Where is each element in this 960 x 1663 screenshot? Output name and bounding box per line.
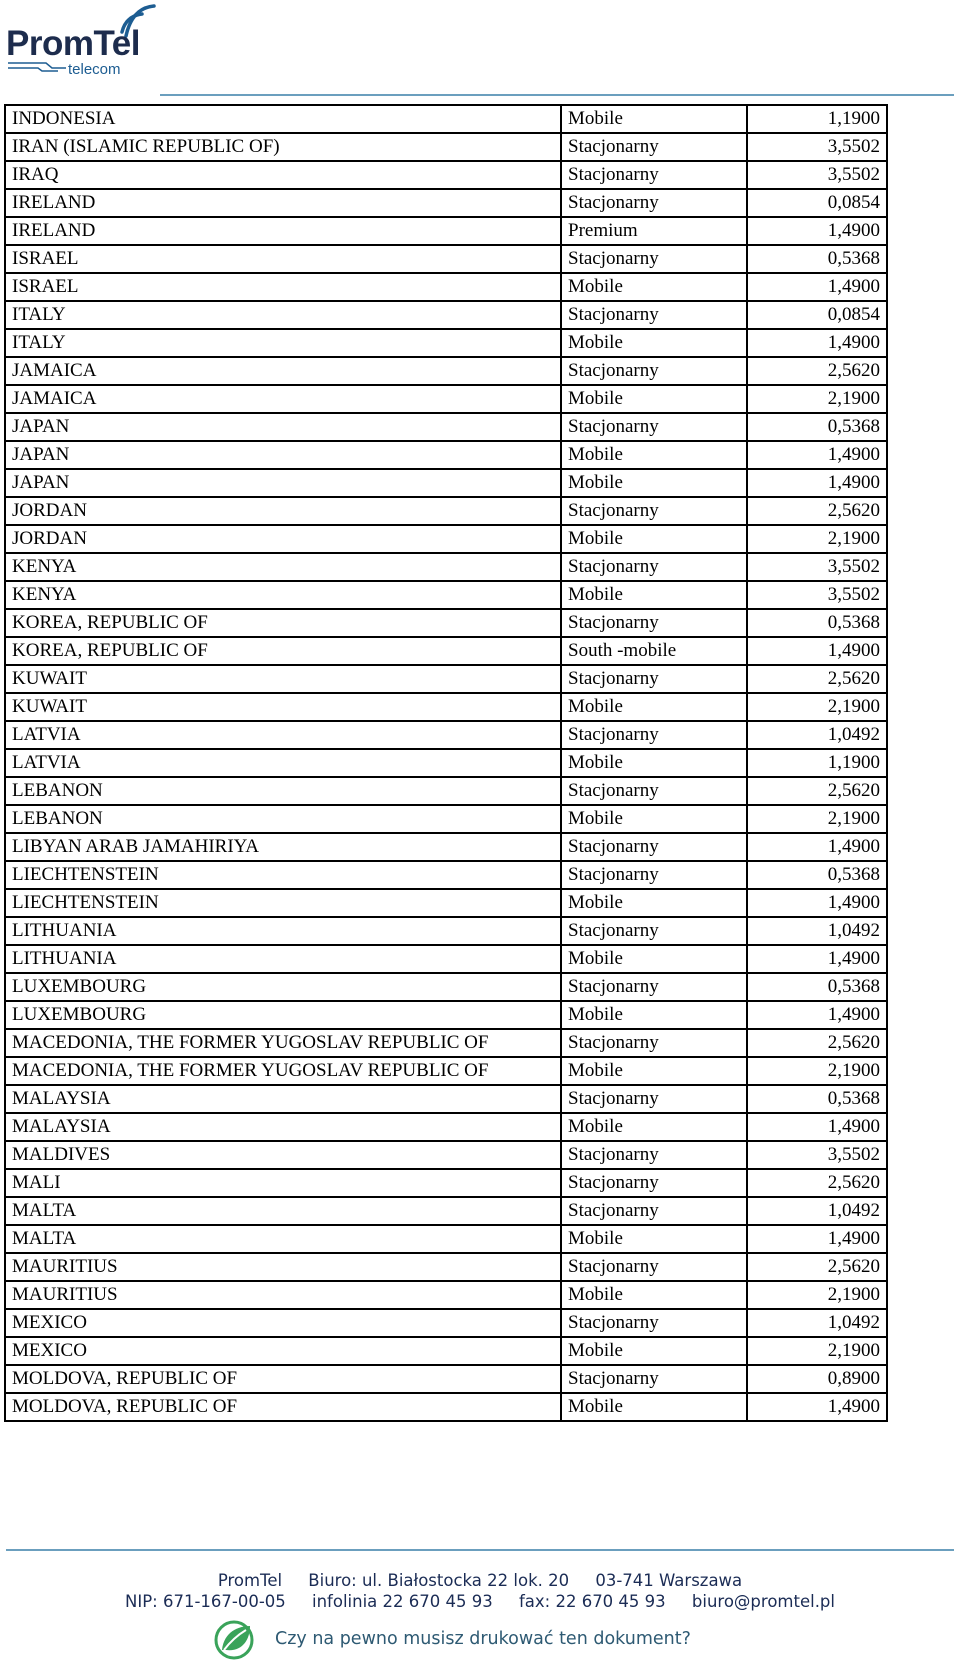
rate-cell: 1,4900 bbox=[747, 889, 887, 917]
rate-cell: 1,4900 bbox=[747, 469, 887, 497]
rate-cell: 2,1900 bbox=[747, 525, 887, 553]
type-cell: Stacjonarny bbox=[561, 553, 747, 581]
rate-cell: 2,5620 bbox=[747, 497, 887, 525]
table-row bbox=[5, 385, 887, 413]
rate-cell: 1,4900 bbox=[747, 329, 887, 357]
rate-cell: 1,4900 bbox=[747, 1001, 887, 1029]
eco-notice: Czy na pewno musisz drukować ten dokument? bbox=[275, 1629, 691, 1649]
country-cell: MALI bbox=[5, 1169, 561, 1197]
rate-cell: 0,5368 bbox=[747, 973, 887, 1001]
table-row bbox=[5, 413, 887, 441]
logo-wordmark: PromTel bbox=[6, 24, 140, 63]
table-row bbox=[5, 217, 887, 245]
table-row bbox=[5, 1365, 887, 1393]
type-cell: Stacjonarny bbox=[561, 1365, 747, 1393]
type-cell: Mobile bbox=[561, 1113, 747, 1141]
table-row bbox=[5, 1057, 887, 1085]
rate-cell: 3,5502 bbox=[747, 553, 887, 581]
rate-cell: 1,4900 bbox=[747, 945, 887, 973]
footer-address: PromTel Biuro: ul. Białostocka 22 lok. 20 03-741 Warszawa bbox=[217, 1571, 743, 1590]
type-cell: Stacjonarny bbox=[561, 413, 747, 441]
country-cell: LITHUANIA bbox=[5, 945, 561, 973]
table-row bbox=[5, 329, 887, 357]
table-row bbox=[5, 273, 887, 301]
type-cell: Mobile bbox=[561, 693, 747, 721]
country-cell: KOREA, REPUBLIC OF bbox=[5, 609, 561, 637]
table-row bbox=[5, 777, 887, 805]
rate-cell: 1,0492 bbox=[747, 721, 887, 749]
country-cell: JORDAN bbox=[5, 497, 561, 525]
rate-cell: 2,1900 bbox=[747, 385, 887, 413]
type-cell: Mobile bbox=[561, 1225, 747, 1253]
table-row bbox=[5, 1225, 887, 1253]
table-row bbox=[5, 833, 887, 861]
table-row bbox=[5, 861, 887, 889]
rate-cell: 2,5620 bbox=[747, 1169, 887, 1197]
table-row bbox=[5, 469, 887, 497]
rate-cell: 2,1900 bbox=[747, 1057, 887, 1085]
type-cell: Mobile bbox=[561, 749, 747, 777]
type-cell: Mobile bbox=[561, 273, 747, 301]
type-cell: Mobile bbox=[561, 1001, 747, 1029]
table-row bbox=[5, 609, 887, 637]
table-row bbox=[5, 945, 887, 973]
rate-cell: 1,4900 bbox=[747, 1393, 887, 1421]
rate-cell: 3,5502 bbox=[747, 133, 887, 161]
header-divider bbox=[160, 94, 954, 96]
country-cell: LITHUANIA bbox=[5, 917, 561, 945]
table-row bbox=[5, 497, 887, 525]
country-cell: KENYA bbox=[5, 553, 561, 581]
rate-cell: 0,0854 bbox=[747, 301, 887, 329]
table-row bbox=[5, 105, 887, 133]
rate-cell: 0,5368 bbox=[747, 861, 887, 889]
table-row bbox=[5, 189, 887, 217]
country-cell: MALTA bbox=[5, 1197, 561, 1225]
rate-cell: 0,5368 bbox=[747, 1085, 887, 1113]
table-row bbox=[5, 1197, 887, 1225]
type-cell: Stacjonarny bbox=[561, 833, 747, 861]
table-row bbox=[5, 805, 887, 833]
rate-table bbox=[4, 104, 888, 1422]
country-cell: MEXICO bbox=[5, 1337, 561, 1365]
type-cell: Mobile bbox=[561, 1057, 747, 1085]
rate-cell: 1,4900 bbox=[747, 833, 887, 861]
type-cell: Mobile bbox=[561, 581, 747, 609]
type-cell: Mobile bbox=[561, 945, 747, 973]
type-cell: Stacjonarny bbox=[561, 1197, 747, 1225]
table-row bbox=[5, 637, 887, 665]
country-cell: MACEDONIA, THE FORMER YUGOSLAV REPUBLIC OF bbox=[5, 1029, 561, 1057]
table-row bbox=[5, 721, 887, 749]
country-cell: MAURITIUS bbox=[5, 1281, 561, 1309]
type-cell: Stacjonarny bbox=[561, 245, 747, 273]
table-row bbox=[5, 1029, 887, 1057]
country-cell: LIBYAN ARAB JAMAHIRIYA bbox=[5, 833, 561, 861]
table-row bbox=[5, 1141, 887, 1169]
rate-cell: 2,5620 bbox=[747, 1253, 887, 1281]
table-row bbox=[5, 301, 887, 329]
country-cell: INDONESIA bbox=[5, 105, 561, 133]
type-cell: Stacjonarny bbox=[561, 721, 747, 749]
rate-cell: 2,5620 bbox=[747, 665, 887, 693]
type-cell: Mobile bbox=[561, 1337, 747, 1365]
country-cell: MEXICO bbox=[5, 1309, 561, 1337]
table-row bbox=[5, 665, 887, 693]
rate-cell: 1,1900 bbox=[747, 749, 887, 777]
type-cell: Stacjonarny bbox=[561, 609, 747, 637]
leaf-eco-icon bbox=[212, 1618, 258, 1660]
type-cell: Stacjonarny bbox=[561, 777, 747, 805]
country-cell: JAPAN bbox=[5, 441, 561, 469]
country-cell: MALAYSIA bbox=[5, 1085, 561, 1113]
table-row bbox=[5, 1253, 887, 1281]
rate-cell: 1,4900 bbox=[747, 1113, 887, 1141]
type-cell: Stacjonarny bbox=[561, 1309, 747, 1337]
rate-cell: 1,0492 bbox=[747, 917, 887, 945]
rate-cell: 0,8900 bbox=[747, 1365, 887, 1393]
type-cell: Stacjonarny bbox=[561, 973, 747, 1001]
rate-cell: 3,5502 bbox=[747, 161, 887, 189]
footer-divider bbox=[6, 1549, 954, 1551]
country-cell: MOLDOVA, REPUBLIC OF bbox=[5, 1393, 561, 1421]
type-cell: Stacjonarny bbox=[561, 1253, 747, 1281]
type-cell: Stacjonarny bbox=[561, 1169, 747, 1197]
rate-cell: 1,4900 bbox=[747, 217, 887, 245]
type-cell: Stacjonarny bbox=[561, 665, 747, 693]
country-cell: MAURITIUS bbox=[5, 1253, 561, 1281]
table-row bbox=[5, 889, 887, 917]
type-cell: Stacjonarny bbox=[561, 1085, 747, 1113]
rate-cell: 1,4900 bbox=[747, 441, 887, 469]
country-cell: KUWAIT bbox=[5, 665, 561, 693]
type-cell: Stacjonarny bbox=[561, 1029, 747, 1057]
rate-cell: 0,5368 bbox=[747, 413, 887, 441]
rate-cell: 2,1900 bbox=[747, 1337, 887, 1365]
rate-cell: 2,5620 bbox=[747, 777, 887, 805]
table-row bbox=[5, 1393, 887, 1421]
type-cell: Premium bbox=[561, 217, 747, 245]
circuit-lines-icon bbox=[8, 60, 68, 72]
type-cell: Stacjonarny bbox=[561, 357, 747, 385]
type-cell: Stacjonarny bbox=[561, 189, 747, 217]
rate-cell: 2,1900 bbox=[747, 805, 887, 833]
type-cell: Stacjonarny bbox=[561, 497, 747, 525]
rate-cell: 1,4900 bbox=[747, 1225, 887, 1253]
country-cell: MOLDOVA, REPUBLIC OF bbox=[5, 1365, 561, 1393]
rate-cell: 3,5502 bbox=[747, 581, 887, 609]
table-row bbox=[5, 441, 887, 469]
type-cell: South -mobile bbox=[561, 637, 747, 665]
country-cell: MALTA bbox=[5, 1225, 561, 1253]
rate-cell: 1,4900 bbox=[747, 637, 887, 665]
country-cell: LATVIA bbox=[5, 721, 561, 749]
country-cell: KOREA, REPUBLIC OF bbox=[5, 637, 561, 665]
table-row bbox=[5, 245, 887, 273]
country-cell: JAMAICA bbox=[5, 385, 561, 413]
country-cell: JAPAN bbox=[5, 413, 561, 441]
country-cell: LEBANON bbox=[5, 805, 561, 833]
table-row bbox=[5, 917, 887, 945]
country-cell: IRAN (ISLAMIC REPUBLIC OF) bbox=[5, 133, 561, 161]
promtel-logo bbox=[6, 2, 156, 80]
rate-cell: 2,5620 bbox=[747, 1029, 887, 1057]
table-row bbox=[5, 693, 887, 721]
logo-subtitle: telecom bbox=[68, 61, 121, 78]
type-cell: Mobile bbox=[561, 805, 747, 833]
table-row bbox=[5, 973, 887, 1001]
type-cell: Stacjonarny bbox=[561, 133, 747, 161]
rate-cell: 1,0492 bbox=[747, 1309, 887, 1337]
table-row bbox=[5, 1085, 887, 1113]
type-cell: Mobile bbox=[561, 105, 747, 133]
country-cell: IRELAND bbox=[5, 217, 561, 245]
table-row bbox=[5, 161, 887, 189]
country-cell: JORDAN bbox=[5, 525, 561, 553]
table-row bbox=[5, 1113, 887, 1141]
country-cell: LIECHTENSTEIN bbox=[5, 889, 561, 917]
table-row bbox=[5, 1337, 887, 1365]
type-cell: Mobile bbox=[561, 1281, 747, 1309]
rate-table-body bbox=[5, 105, 887, 1421]
table-row bbox=[5, 1309, 887, 1337]
country-cell: LUXEMBOURG bbox=[5, 973, 561, 1001]
country-cell: ISRAEL bbox=[5, 245, 561, 273]
table-row bbox=[5, 133, 887, 161]
type-cell: Stacjonarny bbox=[561, 1141, 747, 1169]
table-row bbox=[5, 1281, 887, 1309]
rate-cell: 2,5620 bbox=[747, 357, 887, 385]
country-cell: ISRAEL bbox=[5, 273, 561, 301]
country-cell: LIECHTENSTEIN bbox=[5, 861, 561, 889]
country-cell: ITALY bbox=[5, 301, 561, 329]
country-cell: ITALY bbox=[5, 329, 561, 357]
country-cell: LUXEMBOURG bbox=[5, 1001, 561, 1029]
table-row bbox=[5, 1001, 887, 1029]
country-cell: LATVIA bbox=[5, 749, 561, 777]
type-cell: Stacjonarny bbox=[561, 861, 747, 889]
type-cell: Mobile bbox=[561, 441, 747, 469]
rate-cell: 2,1900 bbox=[747, 1281, 887, 1309]
country-cell: KUWAIT bbox=[5, 693, 561, 721]
country-cell: MALAYSIA bbox=[5, 1113, 561, 1141]
country-cell: JAPAN bbox=[5, 469, 561, 497]
rate-cell: 0,5368 bbox=[747, 609, 887, 637]
table-row bbox=[5, 357, 887, 385]
table-row bbox=[5, 553, 887, 581]
type-cell: Mobile bbox=[561, 469, 747, 497]
type-cell: Mobile bbox=[561, 889, 747, 917]
table-row bbox=[5, 525, 887, 553]
rate-cell: 1,4900 bbox=[747, 273, 887, 301]
country-cell: IRAQ bbox=[5, 161, 561, 189]
type-cell: Stacjonarny bbox=[561, 917, 747, 945]
country-cell: JAMAICA bbox=[5, 357, 561, 385]
rate-cell: 0,0854 bbox=[747, 189, 887, 217]
table-row bbox=[5, 749, 887, 777]
rate-cell: 3,5502 bbox=[747, 1141, 887, 1169]
rate-cell: 1,1900 bbox=[747, 105, 887, 133]
country-cell: LEBANON bbox=[5, 777, 561, 805]
country-cell: MALDIVES bbox=[5, 1141, 561, 1169]
type-cell: Mobile bbox=[561, 329, 747, 357]
table-row bbox=[5, 581, 887, 609]
rate-cell: 1,0492 bbox=[747, 1197, 887, 1225]
type-cell: Stacjonarny bbox=[561, 301, 747, 329]
country-cell: MACEDONIA, THE FORMER YUGOSLAV REPUBLIC OF bbox=[5, 1057, 561, 1085]
type-cell: Mobile bbox=[561, 385, 747, 413]
country-cell: KENYA bbox=[5, 581, 561, 609]
type-cell: Mobile bbox=[561, 1393, 747, 1421]
footer-contact: NIP: 671-167-00-05 infolinia 22 670 45 93 fax: 22 670 45 93 biuro@promtel.pl bbox=[124, 1592, 835, 1611]
table-row bbox=[5, 1169, 887, 1197]
country-cell: IRELAND bbox=[5, 189, 561, 217]
type-cell: Stacjonarny bbox=[561, 161, 747, 189]
rate-cell: 2,1900 bbox=[747, 693, 887, 721]
rate-cell: 0,5368 bbox=[747, 245, 887, 273]
type-cell: Mobile bbox=[561, 525, 747, 553]
